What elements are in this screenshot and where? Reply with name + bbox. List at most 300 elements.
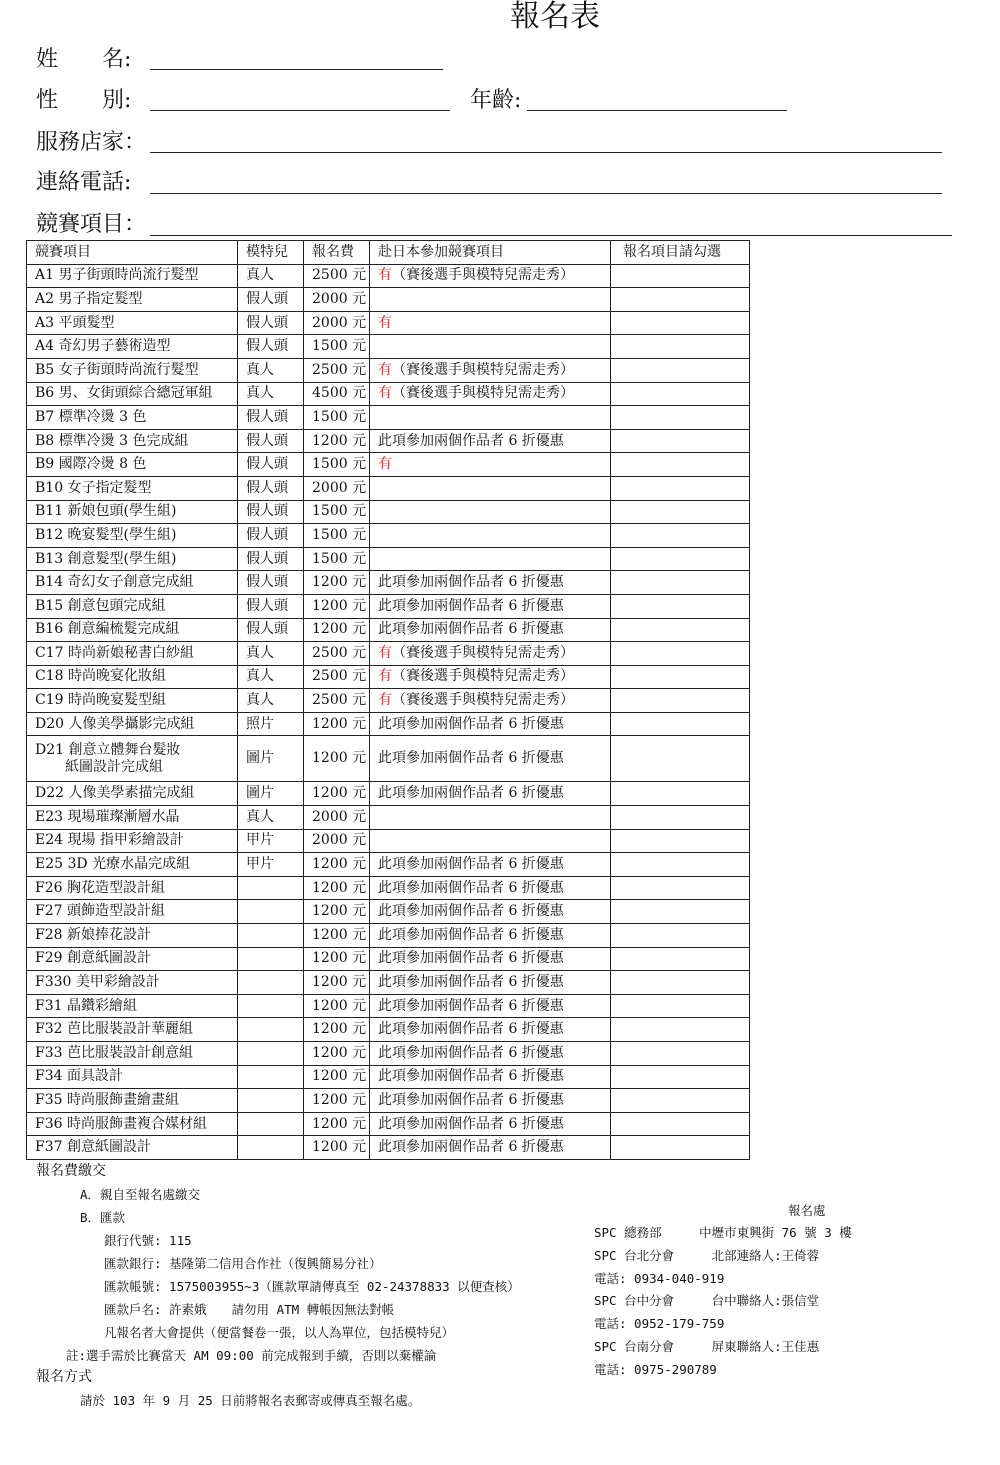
japan-note: （賽後選手與模特兒需走秀） (392, 692, 574, 709)
japan-note: 此項參加兩個作品者 6 折優惠 (378, 1044, 564, 1061)
japan-note: 此項參加兩個作品者 6 折優惠 (378, 1115, 564, 1132)
event-name: A2 男子指定髮型 (35, 290, 143, 307)
table-row (27, 642, 750, 666)
japan-note: （賽後選手與模特兒需走秀） (392, 385, 574, 402)
event-name: F29 創意紙圖設計 (35, 950, 151, 967)
table-header-row (27, 241, 750, 265)
model-cell (238, 1112, 304, 1136)
japan-cell (370, 712, 611, 736)
event-name-cell (27, 524, 238, 548)
table-row (27, 571, 750, 595)
fee-cell: 2000 元 (304, 806, 370, 830)
event-name-cell (27, 264, 238, 288)
checkbox-cell[interactable] (611, 429, 750, 453)
table-row (27, 524, 750, 548)
japan-cell (370, 1065, 611, 1089)
checkbox-cell[interactable] (611, 853, 750, 877)
event-name-cell (27, 335, 238, 359)
age-field[interactable] (527, 110, 787, 111)
header-fee: 報名費 (304, 241, 370, 265)
japan-note: 此項參加兩個作品者 6 折優惠 (378, 432, 564, 449)
name-field[interactable] (150, 69, 443, 70)
checkbox-cell[interactable] (611, 665, 750, 689)
table-row (27, 1018, 750, 1042)
event-name-cell (27, 1112, 238, 1136)
fee-cell: 1200 元 (304, 571, 370, 595)
checkbox-cell[interactable] (611, 689, 750, 713)
japan-note: 此項參加兩個作品者 6 折優惠 (378, 974, 564, 991)
model-cell (238, 900, 304, 924)
model-cell (238, 1065, 304, 1089)
event-name: F33 芭比服裝設計創意組 (35, 1044, 193, 1061)
checkbox-cell[interactable] (611, 642, 750, 666)
event-name: B12 晚宴髮型(學生組) (35, 526, 177, 543)
checkbox-cell[interactable] (611, 1089, 750, 1113)
japan-flag: 有 (378, 267, 392, 284)
fee-cell: 1200 元 (304, 971, 370, 995)
contact-line: 電話: 0975-290789 (594, 1361, 717, 1377)
japan-note: 此項參加兩個作品者 6 折優惠 (378, 903, 564, 920)
japan-note: 此項參加兩個作品者 6 折優惠 (378, 997, 564, 1014)
fee-cell: 2000 元 (304, 288, 370, 312)
japan-flag: 有 (378, 456, 392, 473)
japan-note: 此項參加兩個作品者 6 折優惠 (378, 879, 564, 896)
checkbox-cell[interactable] (611, 500, 750, 524)
table-row (27, 876, 750, 900)
event-name-cell (27, 1042, 238, 1066)
event-name-cell (27, 689, 238, 713)
model-cell (238, 1136, 304, 1160)
table-row (27, 264, 750, 288)
fee-cell: 1200 元 (304, 1018, 370, 1042)
table-row (27, 358, 750, 382)
japan-cell (370, 571, 611, 595)
japan-note: 此項參加兩個作品者 6 折優惠 (378, 1139, 564, 1156)
checkbox-cell[interactable] (611, 994, 750, 1018)
event-name-cell (27, 782, 238, 806)
checkbox-cell[interactable] (611, 1018, 750, 1042)
event-name: E25 3D 光療水晶完成組 (35, 856, 191, 873)
model-cell: 假人頭 (238, 571, 304, 595)
table-row (27, 853, 750, 877)
fee-cell: 1200 元 (304, 618, 370, 642)
fee-cell: 1500 元 (304, 547, 370, 571)
checkbox-cell[interactable] (611, 382, 750, 406)
fee-cell: 2500 元 (304, 642, 370, 666)
event-name-cell (27, 571, 238, 595)
fee-cell: 2000 元 (304, 829, 370, 853)
event-name-cell (27, 547, 238, 571)
event-name: B5 女子街頭時尚流行髮型 (35, 361, 199, 378)
japan-note: 此項參加兩個作品者 6 折優惠 (378, 1091, 564, 1108)
checkbox-cell[interactable] (611, 406, 750, 430)
model-cell: 假人頭 (238, 594, 304, 618)
method-heading: 報名方式 (36, 1369, 92, 1385)
event-name: F31 晶鑽彩繪組 (35, 997, 137, 1014)
payment-option-b: B．匯款 (80, 1210, 126, 1225)
checkbox-cell[interactable] (611, 524, 750, 548)
japan-cell (370, 547, 611, 571)
checkbox-cell[interactable] (611, 547, 750, 571)
store-field[interactable] (150, 152, 942, 153)
fee-cell: 1200 元 (304, 782, 370, 806)
store-label: 服務店家： (36, 130, 147, 155)
contact-line: SPC 總務部 中壢市東興街 76 號 3 樓 (594, 1225, 852, 1240)
event-name: C19 時尚晚宴髮型組 (35, 692, 166, 709)
model-cell: 假人頭 (238, 500, 304, 524)
fee-cell: 1200 元 (304, 1042, 370, 1066)
table-row (27, 736, 750, 782)
checkbox-cell[interactable] (611, 288, 750, 312)
checkbox-cell[interactable] (611, 947, 750, 971)
event-name: B9 國際冷燙 8 色 (35, 456, 147, 473)
model-cell: 假人頭 (238, 547, 304, 571)
japan-cell (370, 358, 611, 382)
japan-flag: 有 (378, 644, 392, 661)
event-name: B14 奇幻女子創意完成組 (35, 574, 194, 591)
fee-cell: 1200 元 (304, 947, 370, 971)
event-name: B15 創意包頭完成組 (35, 597, 166, 614)
fee-cell: 1200 元 (304, 712, 370, 736)
model-cell (238, 924, 304, 948)
japan-cell (370, 971, 611, 995)
event-name: C18 時尚晚宴化妝組 (35, 668, 166, 685)
japan-cell (370, 806, 611, 830)
header-japan: 赴日本參加競賽項目 (370, 241, 611, 265)
event-name-cell (27, 829, 238, 853)
japan-note: 此項參加兩個作品者 6 折優惠 (378, 950, 564, 967)
fee-cell: 1500 元 (304, 406, 370, 430)
checkbox-cell[interactable] (611, 1112, 750, 1136)
japan-cell (370, 994, 611, 1018)
model-cell: 圖片 (238, 736, 304, 782)
bank-name: 匯款銀行: 基隆第二信用合作社（復興簡易分社） (104, 1256, 382, 1271)
japan-note: 此項參加兩個作品者 6 折優惠 (378, 715, 564, 732)
contact-line: 電話: 0952-179-759 (594, 1316, 725, 1332)
checkbox-cell[interactable] (611, 829, 750, 853)
table-row (27, 971, 750, 995)
japan-cell (370, 618, 611, 642)
event-name-line2: 紙圖設計完成組 (65, 758, 163, 775)
fee-cell: 1500 元 (304, 524, 370, 548)
account-name: 匯款戶名: 許素娥 請勿用 ATM 轉帳因無法對帳 (104, 1302, 395, 1317)
japan-note: 此項參加兩個作品者 6 折優惠 (378, 926, 564, 943)
event-name-cell (27, 1018, 238, 1042)
event-name-cell (27, 971, 238, 995)
japan-cell (370, 1042, 611, 1066)
model-cell: 圖片 (238, 782, 304, 806)
event-name: F32 芭比服裝設計華麗組 (35, 1021, 193, 1038)
checkbox-cell[interactable] (611, 712, 750, 736)
event-name: B10 女子指定髮型 (35, 479, 152, 496)
japan-cell (370, 264, 611, 288)
fee-cell: 1200 元 (304, 594, 370, 618)
model-cell (238, 1042, 304, 1066)
checkbox-cell[interactable] (611, 1042, 750, 1066)
contact-line: SPC 台南分會 屏東聯絡人:王佳惠 (594, 1339, 820, 1354)
fee-cell: 4500 元 (304, 382, 370, 406)
fee-cell: 2000 元 (304, 311, 370, 335)
age-label: 年齡: (470, 88, 522, 113)
checkbox-cell[interactable] (611, 311, 750, 335)
event-name: F330 美甲彩繪設計 (35, 974, 160, 991)
japan-cell (370, 829, 611, 853)
japan-cell (370, 1018, 611, 1042)
checkbox-cell[interactable] (611, 806, 750, 830)
japan-cell (370, 453, 611, 477)
event-name: D21 創意立體舞台髮妝 (35, 741, 181, 758)
event-name: D22 人像美學素描完成組 (35, 785, 195, 802)
table-row (27, 1136, 750, 1160)
japan-cell (370, 947, 611, 971)
contact-line: SPC 台北分會 北部連絡人:王倚蓉 (594, 1247, 820, 1263)
fee-cell: 1200 元 (304, 994, 370, 1018)
japan-cell (370, 311, 611, 335)
event-name-cell (27, 876, 238, 900)
event-name: E24 現場 指甲彩繪設計 (35, 832, 184, 849)
contacts-heading: 報名處 (788, 1203, 826, 1218)
japan-cell (370, 876, 611, 900)
event-name: A3 平頭髮型 (35, 314, 115, 331)
japan-cell (370, 594, 611, 618)
event-name-cell (27, 382, 238, 406)
japan-cell (370, 665, 611, 689)
bank-code: 銀行代號: 115 (104, 1233, 192, 1248)
event-name: B8 標準冷燙 3 色完成組 (35, 432, 189, 449)
event-name: D20 人像美學攝影完成組 (35, 715, 195, 732)
contact-line: 電話: 0934-040-919 (594, 1270, 725, 1286)
event-name: F27 頭飾造型設計組 (35, 903, 165, 920)
checkbox-cell[interactable] (611, 335, 750, 359)
event-name-cell (27, 1089, 238, 1113)
event-name: B11 新娘包頭(學生組) (35, 503, 177, 520)
japan-note: 此項參加兩個作品者 6 折優惠 (378, 574, 564, 591)
fee-cell: 1200 元 (304, 1112, 370, 1136)
japan-note: 此項參加兩個作品者 6 折優惠 (378, 621, 564, 638)
japan-cell (370, 406, 611, 430)
event-name-cell (27, 358, 238, 382)
table-row (27, 900, 750, 924)
event-name: F26 胸花造型設計組 (35, 879, 165, 896)
japan-cell (370, 689, 611, 713)
table-row (27, 1112, 750, 1136)
fee-cell: 1200 元 (304, 1065, 370, 1089)
model-cell: 假人頭 (238, 429, 304, 453)
event-name-cell (27, 947, 238, 971)
event-name-cell (27, 429, 238, 453)
model-cell: 假人頭 (238, 288, 304, 312)
japan-note: （賽後選手與模特兒需走秀） (392, 267, 574, 284)
checkbox-cell[interactable] (611, 900, 750, 924)
event-name: B7 標準冷燙 3 色 (35, 408, 147, 425)
table-row (27, 288, 750, 312)
japan-note: （賽後選手與模特兒需走秀） (392, 668, 574, 685)
checkbox-cell[interactable] (611, 782, 750, 806)
japan-flag: 有 (378, 385, 392, 402)
model-cell (238, 1018, 304, 1042)
japan-cell (370, 500, 611, 524)
event-name: B16 創意編梳髮完成組 (35, 621, 180, 638)
event-name-cell (27, 924, 238, 948)
japan-cell (370, 1089, 611, 1113)
model-cell: 真人 (238, 264, 304, 288)
name-label: 姓 名: (36, 47, 132, 72)
table-body (27, 264, 750, 1159)
fee-cell: 1500 元 (304, 500, 370, 524)
table-row (27, 406, 750, 430)
gender-field[interactable] (150, 110, 450, 111)
event-name-cell (27, 994, 238, 1018)
japan-cell (370, 900, 611, 924)
table-row (27, 994, 750, 1018)
fee-cell: 2500 元 (304, 264, 370, 288)
checkbox-cell[interactable] (611, 571, 750, 595)
checkbox-cell[interactable] (611, 1065, 750, 1089)
table-row (27, 1042, 750, 1066)
table-row (27, 382, 750, 406)
japan-cell (370, 476, 611, 500)
payment-option-a: A．親自至報名處繳交 (80, 1187, 201, 1202)
japan-note: 此項參加兩個作品者 6 折優惠 (378, 1021, 564, 1038)
table-row (27, 689, 750, 713)
table-row (27, 947, 750, 971)
model-cell: 假人頭 (238, 618, 304, 642)
gender-label: 性 別: (36, 88, 132, 113)
japan-note: 此項參加兩個作品者 6 折優惠 (378, 856, 564, 873)
table-row (27, 1065, 750, 1089)
model-cell (238, 947, 304, 971)
japan-note: 此項參加兩個作品者 6 折優惠 (378, 1068, 564, 1085)
checkbox-cell[interactable] (611, 453, 750, 477)
fee-cell: 1200 元 (304, 736, 370, 782)
model-cell: 照片 (238, 712, 304, 736)
event-name-cell (27, 642, 238, 666)
japan-flag: 有 (378, 668, 392, 685)
japan-note: 此項參加兩個作品者 6 折優惠 (378, 785, 564, 802)
japan-cell (370, 288, 611, 312)
checkbox-cell[interactable] (611, 358, 750, 382)
event-table (26, 240, 750, 1160)
table-row (27, 500, 750, 524)
table-row (27, 829, 750, 853)
japan-cell (370, 736, 611, 782)
japan-note: 此項參加兩個作品者 6 折優惠 (378, 750, 564, 767)
japan-cell (370, 642, 611, 666)
japan-cell (370, 1136, 611, 1160)
model-cell (238, 876, 304, 900)
model-cell: 真人 (238, 642, 304, 666)
event-name: F35 時尚服飾畫繪畫組 (35, 1091, 179, 1108)
table-row (27, 476, 750, 500)
event-name-cell (27, 618, 238, 642)
fee-cell: 1500 元 (304, 453, 370, 477)
event-name-cell (27, 665, 238, 689)
model-cell: 真人 (238, 382, 304, 406)
event-name-cell (27, 736, 238, 782)
japan-cell (370, 524, 611, 548)
event-name-cell (27, 1065, 238, 1089)
checkbox-cell[interactable] (611, 971, 750, 995)
fee-cell: 1500 元 (304, 335, 370, 359)
event-name-cell (27, 288, 238, 312)
japan-cell (370, 382, 611, 406)
event-name-cell (27, 453, 238, 477)
table-row (27, 453, 750, 477)
japan-note: （賽後選手與模特兒需走秀） (392, 644, 574, 661)
event-name-cell (27, 594, 238, 618)
table-row (27, 547, 750, 571)
checkbox-cell[interactable] (611, 924, 750, 948)
japan-cell (370, 335, 611, 359)
japan-cell (370, 924, 611, 948)
check-in-note: 註:選手需於比賽當天 AM 09:00 前完成報到手續，否則以棄權論 (66, 1348, 437, 1363)
event-name-cell (27, 806, 238, 830)
table-row (27, 618, 750, 642)
event-name-cell (27, 900, 238, 924)
table-row (27, 806, 750, 830)
table-row (27, 429, 750, 453)
event-field[interactable] (150, 235, 952, 236)
event-name: B13 創意髮型(學生組) (35, 550, 177, 567)
event-name: A4 奇幻男子藝術造型 (35, 338, 171, 355)
fee-cell: 1200 元 (304, 876, 370, 900)
event-label: 競賽項目： (36, 212, 147, 237)
japan-cell (370, 429, 611, 453)
checkbox-cell[interactable] (611, 594, 750, 618)
model-cell: 真人 (238, 689, 304, 713)
checkbox-cell[interactable] (611, 736, 750, 782)
phone-label: 連絡電話: (36, 170, 132, 195)
phone-field[interactable] (150, 193, 942, 194)
model-cell: 甲片 (238, 829, 304, 853)
model-cell: 真人 (238, 358, 304, 382)
checkbox-cell[interactable] (611, 1136, 750, 1160)
fee-cell: 1200 元 (304, 924, 370, 948)
japan-note: （賽後選手與模特兒需走秀） (392, 361, 574, 378)
checkbox-cell[interactable] (611, 876, 750, 900)
event-name: B6 男、女街頭綜合總冠軍組 (35, 385, 213, 402)
method-text: 請於 103 年 9 月 25 日前將報名表郵寄或傳真至報名處。 (80, 1393, 421, 1408)
fee-cell: 1200 元 (304, 1136, 370, 1160)
checkbox-cell[interactable] (611, 618, 750, 642)
model-cell: 假人頭 (238, 311, 304, 335)
event-name-cell (27, 500, 238, 524)
event-name-cell (27, 476, 238, 500)
checkbox-cell[interactable] (611, 476, 750, 500)
fee-cell: 1200 元 (304, 1089, 370, 1113)
japan-cell (370, 1112, 611, 1136)
table-row (27, 335, 750, 359)
table-row (27, 594, 750, 618)
japan-cell (370, 853, 611, 877)
japan-flag: 有 (378, 314, 392, 331)
event-name-cell (27, 853, 238, 877)
model-cell: 真人 (238, 665, 304, 689)
fee-cell: 1200 元 (304, 429, 370, 453)
event-name: A1 男子街頭時尚流行髮型 (35, 267, 199, 284)
fee-cell: 1200 元 (304, 853, 370, 877)
contact-line: SPC 台中分會 台中聯絡人:張信堂 (594, 1293, 820, 1309)
checkbox-cell[interactable] (611, 264, 750, 288)
model-cell: 假人頭 (238, 453, 304, 477)
event-name: F34 面具設計 (35, 1068, 123, 1085)
fee-cell: 2500 元 (304, 358, 370, 382)
event-name: F36 時尚服飾畫複合媒材組 (35, 1115, 207, 1132)
model-cell: 假人頭 (238, 406, 304, 430)
payment-heading: 報名費繳交 (36, 1163, 106, 1179)
japan-note: 此項參加兩個作品者 6 折優惠 (378, 597, 564, 614)
japan-flag: 有 (378, 361, 392, 378)
